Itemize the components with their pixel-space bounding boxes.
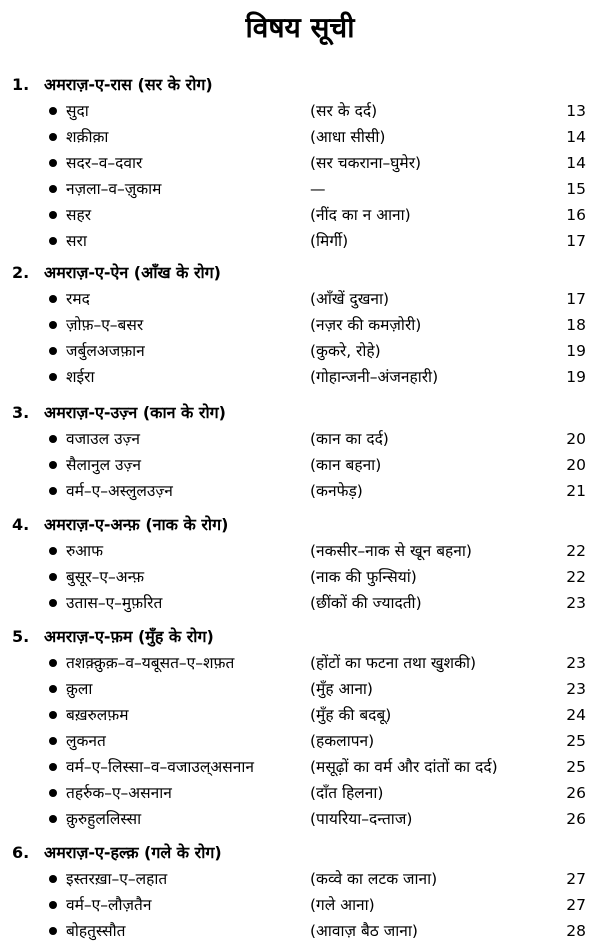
bullet-icon <box>49 461 57 469</box>
toc-entry[interactable] <box>0 728 600 754</box>
entry-name: सदर–व–दवार <box>66 154 143 172</box>
entry-name: जर्बुलअजफ़ान <box>66 342 145 360</box>
toc-section <box>0 512 600 616</box>
entry-meaning: (मुँह आना) <box>310 680 373 698</box>
entry-page-number: 16 <box>566 206 586 224</box>
toc-entry[interactable] <box>0 228 600 254</box>
bullet-icon <box>49 295 57 303</box>
entry-name: बख़रुलफ़म <box>66 706 129 724</box>
entry-meaning: (कान का दर्द) <box>310 430 389 448</box>
entry-page-number: 26 <box>566 784 586 802</box>
bullet-icon <box>49 763 57 771</box>
entry-page-number: 17 <box>566 290 586 308</box>
entry-page-number: 22 <box>566 542 586 560</box>
entry-page-number: 14 <box>566 154 586 172</box>
toc-entry[interactable] <box>0 676 600 702</box>
bullet-icon <box>49 435 57 443</box>
entry-name: रमद <box>66 290 90 308</box>
bullet-icon <box>49 927 57 935</box>
entry-name: लुकनत <box>66 732 106 750</box>
entry-meaning: (नाक की फुन्सियां) <box>310 568 417 586</box>
entry-page-number: 28 <box>566 922 586 940</box>
entry-name: उतास–ए–मुफ़रित <box>66 594 163 612</box>
entry-page-number: 25 <box>566 758 586 776</box>
entry-meaning: (नज़र की कमज़ोरी) <box>310 316 422 334</box>
bullet-icon <box>49 599 57 607</box>
entry-name: वजाउल उज़्न <box>66 430 141 448</box>
bullet-icon <box>49 211 57 219</box>
entry-page-number: 14 <box>566 128 586 146</box>
entry-page-number: 13 <box>566 102 586 120</box>
toc-section <box>0 260 600 390</box>
toc-entry[interactable] <box>0 564 600 590</box>
entry-name: क़ुला <box>66 680 93 698</box>
toc-entry[interactable] <box>0 754 600 780</box>
section-heading <box>0 624 600 650</box>
section-number: 4. <box>12 515 30 534</box>
entry-page-number: 17 <box>566 232 586 250</box>
entry-meaning: (कुकरे, रोहे) <box>310 342 381 360</box>
entry-page-number: 20 <box>566 456 586 474</box>
toc-entry[interactable] <box>0 538 600 564</box>
bullet-icon <box>49 373 57 381</box>
entry-page-number: 27 <box>566 870 586 888</box>
toc-entry[interactable] <box>0 590 600 616</box>
toc-entry[interactable] <box>0 702 600 728</box>
bullet-icon <box>49 789 57 797</box>
entry-name: नज़ला–व–ज़ुकाम <box>66 180 162 198</box>
bullet-icon <box>49 133 57 141</box>
entry-meaning: (मसूढ़ों का वर्म और दांतों का दर्द) <box>310 758 498 776</box>
entry-name: सैलानुल उज़्न <box>66 456 142 474</box>
bullet-icon <box>49 901 57 909</box>
section-heading <box>0 512 600 538</box>
entry-meaning: (सर चकराना–घुमेर) <box>310 154 422 172</box>
entry-page-number: 25 <box>566 732 586 750</box>
bullet-icon <box>49 815 57 823</box>
bullet-icon <box>49 685 57 693</box>
bullet-icon <box>49 737 57 745</box>
entry-name: तहर्रुक–ए–असनान <box>66 784 172 802</box>
entry-meaning: (हकलापन) <box>310 732 375 750</box>
entry-name: सहर <box>66 206 92 224</box>
entry-page-number: 23 <box>566 594 586 612</box>
entry-page-number: 21 <box>566 482 586 500</box>
section-heading <box>0 400 600 426</box>
entry-meaning: (मिर्गी) <box>310 232 349 250</box>
toc-entry[interactable] <box>0 176 600 202</box>
entry-page-number: 19 <box>566 342 586 360</box>
bullet-icon <box>49 875 57 883</box>
entry-name: सुदा <box>66 102 89 120</box>
entry-meaning: (नींद का न आना) <box>310 206 411 224</box>
entry-meaning: (गले आना) <box>310 896 375 914</box>
entry-page-number: 20 <box>566 430 586 448</box>
entry-page-number: 26 <box>566 810 586 828</box>
entry-meaning: (नकसीर–नाक से खून बहना) <box>310 542 472 560</box>
entry-page-number: 27 <box>566 896 586 914</box>
entry-page-number: 23 <box>566 654 586 672</box>
toc-entry[interactable] <box>0 452 600 478</box>
section-title: अमराज़-ए-फ़म (मुँह के रोग) <box>44 627 214 646</box>
section-title: अमराज़-ए-हल्क़ (गले के रोग) <box>44 843 222 862</box>
bullet-icon <box>49 237 57 245</box>
section-title: अमराज़-ए-ऐन (आँख के रोग) <box>44 263 221 282</box>
entry-name: वर्म–ए–लिस्सा–व–वजाउल्असनान <box>66 758 254 776</box>
bullet-icon <box>49 711 57 719</box>
entry-meaning: (कान बहना) <box>310 456 382 474</box>
bullet-icon <box>49 573 57 581</box>
section-number: 6. <box>12 843 30 862</box>
section-number: 3. <box>12 403 30 422</box>
toc-entry[interactable] <box>0 312 600 338</box>
entry-name: क़ुरुहुललिस्सा <box>66 810 142 828</box>
section-number: 5. <box>12 627 30 646</box>
entry-page-number: 18 <box>566 316 586 334</box>
entry-name: बोहतुस्सौत <box>66 922 126 940</box>
bullet-icon <box>49 321 57 329</box>
toc-entry[interactable] <box>0 124 600 150</box>
toc-entry[interactable] <box>0 338 600 364</box>
entry-name: तशक़्क़ुक़–व–यबूसत–ए–शफ़त <box>66 654 235 672</box>
entry-meaning: (पायरिया–दन्ताज) <box>310 810 413 828</box>
section-heading <box>0 840 600 866</box>
entry-name: शईरा <box>66 368 95 386</box>
entry-meaning: (छींकों की ज्यादती) <box>310 594 422 612</box>
toc-entry[interactable] <box>0 780 600 806</box>
bullet-icon <box>49 487 57 495</box>
toc-section <box>0 624 600 832</box>
bullet-icon <box>49 547 57 555</box>
toc-entry[interactable] <box>0 650 600 676</box>
toc-entry[interactable] <box>0 202 600 228</box>
toc-entry[interactable] <box>0 286 600 312</box>
page-title: विषय सूची <box>245 11 355 44</box>
entry-meaning: (होंटों का फटना तथा खुशकी) <box>310 654 477 672</box>
toc-section <box>0 840 600 944</box>
bullet-icon <box>49 159 57 167</box>
entry-meaning: (कनफेड़) <box>310 482 363 500</box>
section-title: अमराज़-ए-उज़्न (कान के रोग) <box>44 403 226 422</box>
entry-meaning: (आधा सीसी) <box>310 128 386 146</box>
bullet-icon <box>49 347 57 355</box>
entry-meaning: (सर के दर्द) <box>310 102 378 120</box>
entry-name: ज़ोफ़–ए–बसर <box>66 316 144 334</box>
section-number: 2. <box>12 263 30 282</box>
toc-section <box>0 400 600 504</box>
section-number: 1. <box>12 75 30 94</box>
toc-entry[interactable] <box>0 918 600 944</box>
toc-entry[interactable] <box>0 98 600 124</box>
entry-meaning: (गोहान्जनी–अंजनहारी) <box>310 368 439 386</box>
section-heading <box>0 72 600 98</box>
entry-page-number: 23 <box>566 680 586 698</box>
bullet-icon <box>49 659 57 667</box>
entry-page-number: 22 <box>566 568 586 586</box>
entry-meaning: — <box>310 180 326 198</box>
entry-meaning: (दाँत हिलना) <box>310 784 384 802</box>
toc-entry[interactable] <box>0 426 600 452</box>
section-heading <box>0 260 600 286</box>
entry-meaning: (आँखें दुखना) <box>310 290 390 308</box>
section-title: अमराज़-ए-रास (सर के रोग) <box>44 75 213 94</box>
toc-entry[interactable] <box>0 866 600 892</box>
toc-entry[interactable] <box>0 892 600 918</box>
toc-entry[interactable] <box>0 478 600 504</box>
bullet-icon <box>49 107 57 115</box>
entry-page-number: 24 <box>566 706 586 724</box>
entry-page-number: 15 <box>566 180 586 198</box>
entry-name: वर्म–ए–अस्लुलउज़्न <box>66 482 173 500</box>
bullet-icon <box>49 185 57 193</box>
toc-section <box>0 72 600 254</box>
entry-meaning: (आवाज़ बैठ जाना) <box>310 922 418 940</box>
entry-name: सरा <box>66 232 87 250</box>
entry-name: बुसूर–ए–अन्फ़ <box>66 568 145 586</box>
toc-entry[interactable] <box>0 806 600 832</box>
entry-meaning: (कव्वे का लटक जाना) <box>310 870 438 888</box>
toc-entry[interactable] <box>0 150 600 176</box>
entry-name: रुआफ <box>66 542 104 560</box>
entry-meaning: (मुँह की बदबू) <box>310 706 392 724</box>
toc-entry[interactable] <box>0 364 600 390</box>
section-title: अमराज़-ए-अन्फ़ (नाक के रोग) <box>44 515 229 534</box>
entry-name: शक़ीक़ा <box>66 128 109 146</box>
entry-name: वर्म–ए–लौज़तैन <box>66 896 152 914</box>
entry-name: इस्तरख़ा–ए–लहात <box>66 870 168 888</box>
entry-page-number: 19 <box>566 368 586 386</box>
